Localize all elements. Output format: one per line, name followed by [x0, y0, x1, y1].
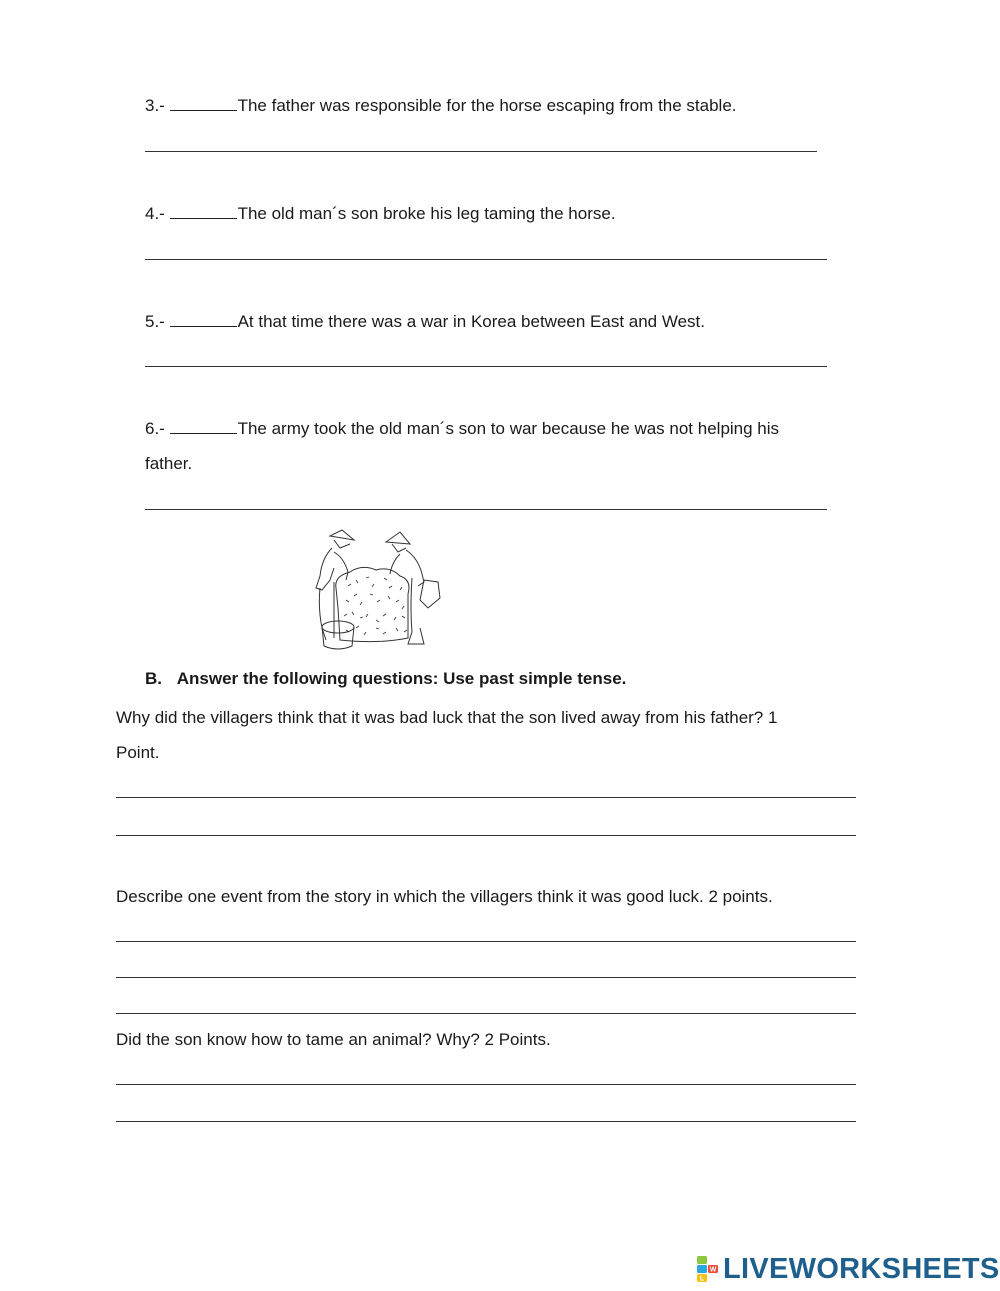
statement-number: 3.-	[145, 96, 165, 115]
question-1: Why did the villagers think that it was bad luck that the son lived away from his father? 1	[116, 708, 778, 727]
answer-line[interactable]	[116, 1013, 856, 1014]
statement-text: The old man´s son broke his leg taming the horse.	[237, 204, 616, 223]
logo-badge-icon	[697, 1256, 719, 1282]
answer-line[interactable]	[145, 259, 827, 260]
liveworksheets-logo	[697, 1254, 1000, 1284]
question-1-continued: Point.	[116, 743, 160, 762]
badge-letter: W	[709, 1266, 717, 1274]
statement-text: The army took the old man´s son to war because he was not helping his	[237, 419, 780, 438]
statement-text: The father was responsible for the horse escaping from the stable.	[237, 96, 737, 115]
statement-4	[145, 203, 616, 224]
answer-line[interactable]	[145, 509, 827, 510]
villagers-harvesting-illustration	[300, 528, 445, 653]
answer-line[interactable]	[116, 835, 856, 836]
true-false-blank[interactable]	[170, 203, 237, 219]
logo-text: LIVEWORKSHEETS	[723, 1253, 1000, 1285]
answer-line[interactable]	[145, 366, 827, 367]
section-b-heading	[145, 669, 626, 689]
statement-5	[145, 311, 705, 332]
statement-text: At that time there was a war in Korea between East and West.	[237, 312, 706, 331]
statement-text-continued: father.	[145, 454, 193, 473]
answer-line[interactable]	[116, 977, 856, 978]
answer-line[interactable]	[116, 1121, 856, 1122]
statement-3	[145, 95, 737, 116]
section-letter: B.	[145, 669, 162, 688]
question-3: Did the son know how to tame an animal? Why? 2 Points.	[116, 1030, 551, 1049]
answer-line[interactable]	[145, 151, 817, 152]
statement-number: 4.-	[145, 204, 165, 223]
answer-line[interactable]	[116, 797, 856, 798]
statement-6	[145, 418, 779, 439]
statement-number: 6.-	[145, 419, 165, 438]
true-false-blank[interactable]	[170, 311, 237, 327]
section-instruction: Answer the following questions: Use past simple tense.	[176, 669, 627, 688]
statement-number: 5.-	[145, 312, 165, 331]
answer-line[interactable]	[116, 941, 856, 942]
question-2: Describe one event from the story in which the villagers think it was good luck. 2 points.	[116, 887, 773, 906]
true-false-blank[interactable]	[170, 418, 237, 434]
true-false-blank[interactable]	[170, 95, 237, 111]
answer-line[interactable]	[116, 1084, 856, 1085]
badge-letter: L	[699, 1275, 705, 1282]
